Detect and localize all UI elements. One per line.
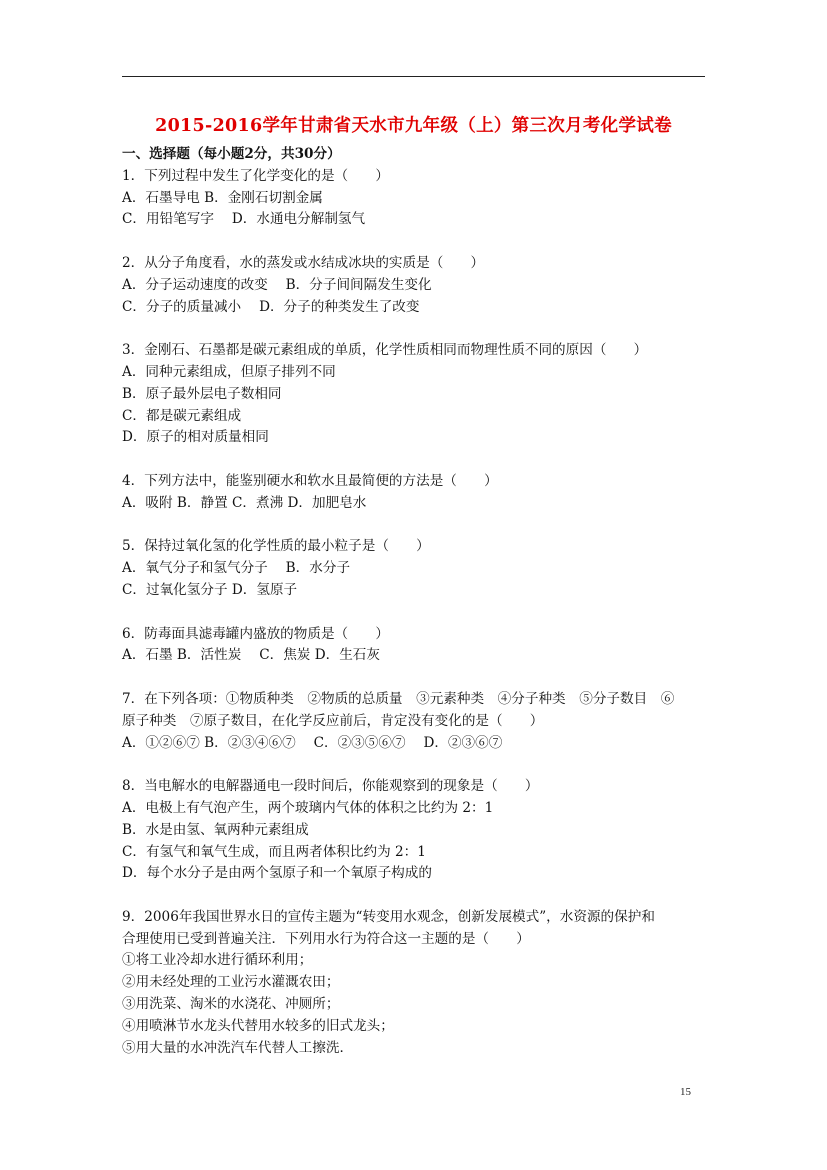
question-spacer <box>122 667 722 689</box>
question-spacer <box>122 754 722 776</box>
question-option: 合理使用已受到普遍关注．下列用水行为符合这一主题的是（ ） <box>122 930 530 947</box>
question-option: D．原子的相对质量相同 <box>122 429 269 446</box>
question-option: C．过氧化氢分子 D．氢原子 <box>122 581 298 598</box>
question-block <box>122 253 722 318</box>
question-stem: 7．在下列各项：①物质种类 ②物质的总质量 ③元素种类 ④分子种类 ⑤分子数目 ⑥ <box>122 690 675 707</box>
question-stem: 3．金刚石、石墨都是碳元素组成的单质，化学性质相同而物理性质不同的原因（ ） <box>122 342 648 359</box>
question-option: A．氧气分子和氢气分子 B．水分子 <box>122 560 351 577</box>
question-option: 原子种类 ⑦原子数目，在化学反应前后，肯定没有变化的是（ ） <box>122 712 544 729</box>
question-stem: 6．防毒面具滤毒罐内盛放的物质是（ ） <box>122 625 389 642</box>
question-option: A．石墨 B．活性炭 C．焦炭 D．生石灰 <box>122 647 380 664</box>
question-option: A．吸附 B．静置 C．煮沸 D．加肥皂水 <box>122 494 367 511</box>
question-option: B．原子最外层电子数相同 <box>122 385 282 402</box>
header-rule <box>122 76 705 77</box>
question-spacer <box>122 318 722 340</box>
question-option: A．同种元素组成，但原子排列不同 <box>122 363 336 380</box>
question-option: ⑤用大量的水冲洗汽车代替人工擦洗． <box>122 1039 354 1056</box>
question-option: ④用喷淋节水龙头代替用水较多的旧式龙头； <box>122 1017 394 1034</box>
question-option: ②用未经处理的工业污水灌溉农田； <box>122 974 340 991</box>
question-spacer <box>122 449 722 471</box>
question-block <box>122 689 722 754</box>
page-number: 15 <box>680 1086 691 1098</box>
question-option: C．用铅笔写字 D．水通电分解制氢气 <box>122 211 366 228</box>
question-option: C．分子的质量减小 D．分子的种类发生了改变 <box>122 298 420 315</box>
question-block <box>122 536 722 601</box>
question-spacer <box>122 231 722 253</box>
question-stem: 8．当电解水的电解器通电一段时间后，你能观察到的现象是（ ） <box>122 778 539 795</box>
question-list <box>122 166 722 1060</box>
exam-content <box>122 144 722 1059</box>
question-block <box>122 471 722 515</box>
question-block <box>122 624 722 668</box>
question-option: C．都是碳元素组成 <box>122 407 242 424</box>
question-spacer <box>122 515 722 537</box>
question-option: C．有氢气和氧气生成，而且两者体积比约为 2：1 <box>122 843 426 860</box>
question-spacer <box>122 885 722 907</box>
question-stem: 9．2006年我国世界水日的宣传主题为“转变用水观念，创新发展模式”，水资源的保护和 <box>122 908 655 925</box>
question-block <box>122 166 722 231</box>
question-block <box>122 340 722 449</box>
question-block <box>122 776 722 885</box>
question-option: A．分子运动速度的改变 B．分子间间隔发生变化 <box>122 276 432 293</box>
question-option: A．①②⑥⑦ B．②③④⑥⑦ C．②③⑤⑥⑦ D．②③⑥⑦ <box>122 734 503 751</box>
question-option: D．每个水分子是由两个氢原子和一个氧原子构成的 <box>122 865 432 882</box>
question-stem: 1．下列过程中发生了化学变化的是（ ） <box>122 167 389 184</box>
question-option: B．水是由氢、氧两种元素组成 <box>122 821 309 838</box>
question-option: A．电极上有气泡产生，两个玻璃内气体的体积之比约为 2：1 <box>122 799 494 816</box>
question-stem: 2．从分子角度看，水的蒸发或水结成冰块的实质是（ ） <box>122 254 485 271</box>
question-spacer <box>122 602 722 624</box>
question-option: A．石墨导电 B．金刚石切割金属 <box>122 189 323 206</box>
question-stem: 5．保持过氧化氢的化学性质的最小粒子是（ ） <box>122 538 430 555</box>
question-stem: 4．下列方法中，能鉴别硬水和软水且最简便的方法是（ ） <box>122 472 498 489</box>
question-option: ①将工业冷却水进行循环利用； <box>122 952 313 969</box>
question-option: ③用洗菜、淘米的水浇花、冲厕所； <box>122 996 340 1013</box>
page-title: 2015-2016学年甘肃省天水市九年级（上）第三次月考化学试卷 <box>155 116 672 136</box>
section-heading: 一、选择题（每小题2分，共30分） <box>122 146 341 162</box>
question-block <box>122 907 722 1060</box>
